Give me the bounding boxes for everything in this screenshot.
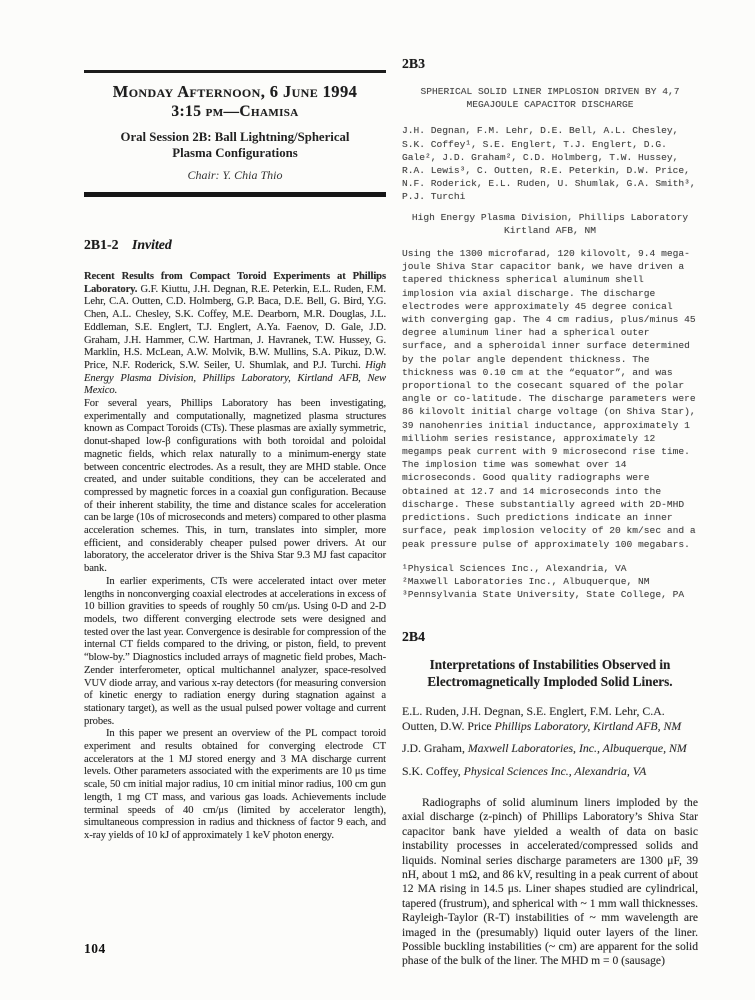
abstract-2b1-2-titleblock	[84, 271, 386, 398]
session-date: Monday Afternoon, 6 June 1994	[112, 82, 358, 101]
session-title-line2: Plasma Configurations	[172, 145, 298, 160]
abstract-2b4-authors	[402, 704, 698, 778]
abstract-2b3-footnote-2: ²Maxwell Laboratories Inc., Albuquerque, NM	[402, 575, 650, 587]
abstract-2b4-title	[402, 657, 698, 690]
abstract-2b3-label: 2B3	[402, 56, 425, 71]
abstract-2b4-group3-affiliation: Physical Sciences Inc., Alexandria, VA	[463, 763, 647, 778]
abstract-2b4-group1-affiliation: Phillips Laboratory, Kirtland AFB, NM	[494, 718, 682, 733]
abstract-2b3-affiliation	[402, 211, 698, 237]
abstract-2b4-author-group-3	[402, 764, 698, 778]
abstract-2b1-2-number: 2B1-2	[84, 237, 119, 252]
abstract-2b4-label: 2B4	[402, 629, 425, 645]
abstract-2b4-body: Radiographs of solid aluminum liners imploded by the axial discharge (z-pinch) of Phillips Laboratory’s Shiva Star capacitor bank have yielded a wealth of data on basic instability processes in accelerated/compressed solids and liquids. Nominal series discharge parameters are 1300 μF, 39 nH, about 1 mΩ, and 86 kV, resulting in a peak current of about 12 MA rising in 14.5 μs. Liner shapes studied are cylindrical, tapered (frustrum), and spherical with ~ 1 mm wall thicknesses. Rayleigh-Taylor (R-T) instabilities of ~ mm wavelength are imaged in the (presumably) liquid outer layers of the liner. Possible buckling instabilities (~ cm) are apparent for the solid phase of the bulk of the liner. The MHD m = 0 (sausage)	[402, 795, 698, 968]
abstract-2b3-authors-line6: P.J. Turchi	[402, 191, 466, 203]
abstract-2b3-title-line1: SPHERICAL SOLID LINER IMPLOSION DRIVEN BY 4,7	[420, 86, 680, 97]
abstract-2b3-authors	[402, 124, 698, 203]
session-header-box	[84, 70, 386, 197]
abstract-2b4-group1-names: E.L. Ruden, J.H. Degnan, S.E. Englert, F.M. Lehr, C.A. Outten, D.W. Price	[402, 704, 665, 733]
abstract-2b4-group3-names: S.K. Coffey,	[402, 763, 461, 778]
abstract-2b3-affiliation-line2: Kirtland AFB, NM	[503, 224, 597, 236]
abstract-2b3-authors-line1: J.H. Degnan, F.M. Lehr, D.E. Bell, A.L. Chesley,	[402, 125, 679, 137]
abstract-2b4-group2-names: J.D. Graham,	[402, 741, 465, 756]
page-number: 104	[84, 941, 106, 956]
abstract-2b4-title-line2: Electromagnetically Imploded Solid Liners.	[427, 673, 673, 689]
abstract-2b4-title-line1: Interpretations of Instabilities Observed in	[429, 657, 671, 673]
abstract-2b4-group2-affiliation: Maxwell Laboratories, Inc., Albuquerque, NM	[467, 741, 687, 756]
right-column	[402, 56, 698, 969]
abstract-2b1-2-authors: G.F. Kiuttu, J.H. Degnan, R.E. Peterkin, E.L. Ruden, F.M. Lehr, C.A. Outten, C.D. Holmberg, G.P. Baca, D.E. Bell, G. Bird, Y.G. Chen, A.L. Chesley, S.K. Coffey, M.E. Dearborn, M.R. Douglas, J.L. Eddleman, S.E. Englert, T.J. Englert, A.Ya. Faenov, D. Gale, J.D. Graham, J.H. Hammer, C.W. Hartman, J. Havranek, T.W. Hussey, G. Marklin, H.S. McLean, A.W. Molvik, B.W. Mullins, S.A. Pikuz, D.W. Price, N.F. Roderick, S.W. Seiler, U. Shumlak, and P.J. Turchi.	[84, 283, 386, 371]
abstract-2b3-authors-line5: N.F. Roderick, E.L. Ruden, U. Shumlak, G.A. Smith³,	[402, 178, 696, 190]
abstract-2b1-2-affiliation: High Energy Plasma Division, Phillips Laboratory, Kirtland AFB, New Mexico.	[84, 359, 386, 397]
abstract-2b3-title	[402, 85, 698, 111]
abstract-2b3-authors-line2: S.K. Coffey¹, S.E. Englert, T.J. Englert, D.G.	[402, 138, 667, 150]
abstract-2b3-body: Using the 1300 microfarad, 120 kilovolt, 9.4 megajoule Shiva Star capacitor bank, we have driven a tapered thickness spherical aluminum shell implosion via axial discharge. The discharge electrodes were approximately 45 degree conical with converging gap. The 4 cm radius, plus/minus 45 degree aluminum liner had a spherical outer surface, and a spheroidal inner surface determined by the polar angle dependent thickness. The thickness was 0.10 cm at the “equator”, and was proportional to the cosecant squared of the polar angle or co-latitude. The discharge parameters were 86 kilovolt initial charge voltage (on Shiva Star), 39 nanohenries initial inductance, approximately 1 milliohm series resistance, approximately 12 megamps peak current with 9 microsecond rise time. The implosion time was somewhat over 14 microseconds. Good quality radiographs were obtained at 12.7 and 14 microseconds into the discharge. These substantially agreed with 2D-MHD predictions. Such predictions indicate an inner surface, peak implosion velocity of 20 km/sec and a peak pressure pulse of approximately 100 megabars.	[402, 248, 696, 550]
abstract-2b3-authors-line3: Gale², J.D. Graham², C.D. Holmberg, T.W. Hussey,	[402, 151, 679, 163]
abstract-2b1-2-body	[84, 271, 386, 843]
abstract-2b4-author-group-2	[402, 741, 698, 755]
abstract-2b1-2-label	[84, 237, 386, 253]
abstract-2b1-2-title: Recent Results from Compact Toroid Experiments at Phillips Laboratory.	[84, 271, 386, 295]
abstract-2b1-2-paragraph-1: For several years, Phillips Laboratory has been investigating, experimentally and computationally, magnetized plasma structures known as Compact Toroids (CTs). These plasmas are axially symmetric, donut-shaped low-β configurations with both toroidal and poloidal magnetic fields, which relax naturally to a minimum-energy state between concentric electrodes. As a result, they are MHD stable. Once created, and under suitable conditions, they can be accelerated and compressed by magnetic forces in a coaxial gun configuration. Because of their inherent stability, the time and distance scales for acceleration can be large (10s of microseconds and meters) compared to other plasma acceleration schemes. This, in turn, translates into simpler, more efficient, and considerably cheaper pulsed power drivers. At our laboratory, the accelerator driver is the Shiva Star 9.3 MJ fast capacitor bank.	[84, 398, 386, 575]
abstract-2b1-2-paragraph-2: In earlier experiments, CTs were accelerated intact over meter lengths in nonconverging coaxial electrodes at accelerations in excess of 10 billion gravities to speeds of roughly 50 cm/μs. Using 0-D and 2-D models, two different converging electrode sets were designed and tested over the last year. Convergence is desirable for compression of the internal CT fields compared to the driving, or piston, field, to prevent “blow-by.” Diagnostics included arrays of magnetic field probes, Mach-Zender interferometer, optical multichannel analyzer, space-resolved VUV diode array, and various x-ray detectors (for measuring conversion of kinetic energy to radiation energy during stagnation against a stationary target), as well as the usual pulsed power voltage and current probes.	[84, 575, 386, 727]
left-column	[84, 70, 386, 843]
abstract-2b3-authors-line4: R.A. Lewis³, C. Outten, R.E. Peterkin, D.W. Price,	[402, 165, 690, 177]
abstract-2b1-2-paragraph-3: In this paper we present an overview of the PL compact toroid experiment and results obtained for converging electrode CT accelerators at the 1 MJ stored energy and 3 MA discharge current levels. Other parameters associated with the experiments are 10 μs time scale, 50 cm initial major radius, 10 cm initial minor radius, 100 cm gun length, 1 mg CT mass, and various gas loads. Achievements include terminal speeds of 40 cm/μs (limited by accelerator length), simultaneous compression in radius and thickness of factor 9 each, and x-ray yields of 10 kJ of approximately 1 keV photon energy.	[84, 728, 386, 841]
abstract-2b1-2-invited-tag: Invited	[131, 237, 172, 252]
abstract-2b3-footnote-1: ¹Physical Sciences Inc., Alexandria, VA	[402, 562, 627, 574]
abstract-2b3-footnotes	[402, 562, 698, 602]
session-title	[88, 130, 382, 161]
session-time-room: 3:15 pm—Chamisa	[171, 103, 299, 120]
abstract-2b4-author-group-1	[402, 704, 698, 733]
abstract-2b3-affiliation-line1: High Energy Plasma Division, Phillips Laboratory	[411, 211, 689, 223]
session-title-line1: Oral Session 2B: Ball Lightning/Spherical	[120, 130, 350, 144]
session-chair: Chair: Y. Chia Thio	[187, 168, 283, 182]
abstract-2b3-footnote-3: ³Pennsylvania State University, State College, PA	[402, 589, 685, 601]
abstract-2b3-title-line2: MEGAJOULE CAPACITOR DISCHARGE	[466, 99, 634, 111]
